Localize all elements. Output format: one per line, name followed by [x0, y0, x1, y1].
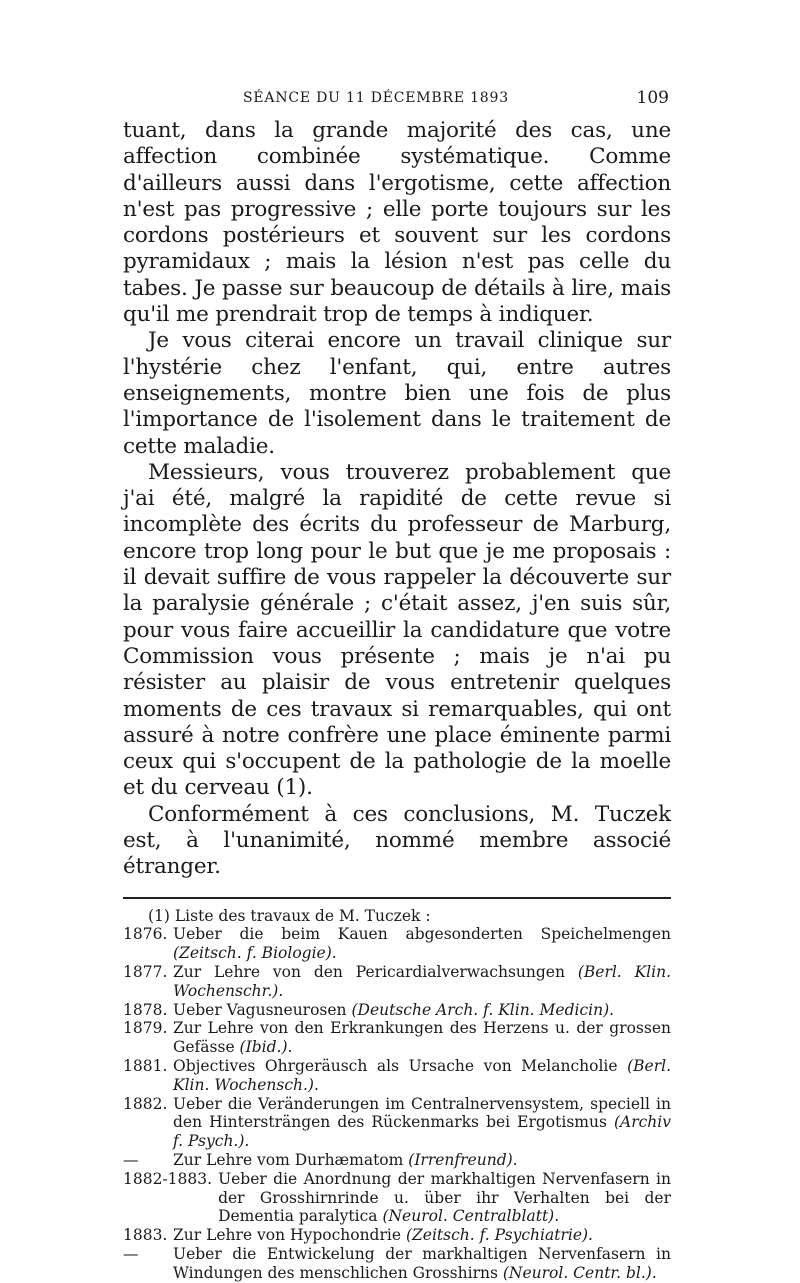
publication-entry [123, 1095, 671, 1151]
publication-year: — [123, 1150, 139, 1169]
paragraph-messieurs: Messieurs, vous trouverez probablement que j'ai été, malgré la rapidité de cette revue si incomplète des écrits du professeur de Marburg, encore trop long pour le but que je me proposais : il devait suffire de vous rappeler la découverte sur la paralysie générale ; c'était assez, j'en suis sûr, pour vous faire accueillir la candidature que votre Commission vous présente ; mais je n'ai pu résister au plaisir de vous entretenir quelques moments de ces travaux si remarquables, qui ont assuré à notre confrère une place éminente parmi ceux qui s'occupent de la pathologie de la moelle et du cerveau (1). [123, 459, 671, 801]
footnote-rule [123, 897, 671, 899]
publication-source: (Deutsche Arch. f. Klin. Medicin). [351, 1000, 615, 1019]
publication-text [173, 963, 671, 1001]
publication-entry [123, 1057, 671, 1095]
publication-title: Zur Lehre vom Durhæmatom [173, 1150, 409, 1169]
publication-source: (Neurol. Centralblatt). [382, 1207, 560, 1226]
publication-entry [123, 925, 671, 963]
publication-text [173, 1057, 671, 1095]
publication-entry [123, 1226, 671, 1245]
publication-title: Zur Lehre von Hypochondrie [173, 1226, 406, 1245]
publication-entry [123, 963, 671, 1001]
publication-year: 1882-1883. [123, 1169, 213, 1188]
publication-entry [123, 1019, 671, 1057]
publication-source: (Zeitsch. f. Psychiatrie). [405, 1226, 593, 1245]
page-number: 109 [636, 88, 669, 108]
publication-year: 1876. [123, 925, 168, 944]
publication-title: Ueber die Anordnung der markhaltigen Nervenfasern in der Grosshirnrinde u. über ihr Verhalten bei der Dementia paralytica [218, 1169, 671, 1226]
book-page [123, 88, 671, 1283]
body-text [123, 118, 671, 881]
running-head: SÉANCE DU 11 DÉCEMBRE 1893 [243, 90, 509, 106]
publication-text [173, 1019, 671, 1057]
publication-text [173, 1151, 671, 1170]
page-header [123, 88, 671, 118]
publication-source: (Neurol. Centr. bl.). [502, 1263, 657, 1282]
publication-text [218, 1170, 671, 1226]
publication-title: Ueber Vagusneurosen [173, 1000, 352, 1019]
publication-title: Ueber die Veränderungen im Centralnervensystem, speciell in den Hintersträngen des Rückenmarks bei Ergotismus [173, 1094, 671, 1132]
paragraph-continuation: tuant, dans la grande majorité des cas, une affection combinée systématique. Comme d'ailleurs aussi dans l'ergotisme, cette affection n'est pas progressive ; elle porte toujours sur les cordons postérieurs et souvent sur les cordons pyramidaux ; mais la lésion n'est pas celle du tabes. Je passe sur beaucoup de détails à lire, mais qu'il me prendrait trop de temps à indiquer. [123, 118, 671, 328]
publication-text [173, 1226, 671, 1245]
publication-title: Zur Lehre von den Pericardialverwachsungen [173, 963, 578, 981]
publication-source: (Berl. Klin. Wochenschr.). [173, 963, 671, 1000]
publication-source: (Ibid.). [239, 1038, 293, 1057]
publication-text [173, 1245, 671, 1283]
publication-year: 1879. [123, 1019, 168, 1038]
publication-year: 1877. [123, 963, 168, 981]
publication-entry [123, 1151, 671, 1170]
publication-entry [123, 1170, 671, 1226]
publication-source: (Irrenfreund). [408, 1150, 518, 1169]
publication-entry [123, 1245, 671, 1283]
publication-title: Ueber die Entwickelung der markhaltigen Nervenfasern in Windungen des menschlichen Grosshirns [173, 1244, 671, 1282]
publication-year: 1883. [123, 1226, 168, 1245]
footnote [123, 907, 671, 1283]
publication-text [173, 1001, 671, 1020]
publication-year: 1878. [123, 1000, 168, 1019]
publication-year: — [123, 1244, 139, 1263]
publication-title: Ueber die beim Kauen abgesonderten Speichelmengen [173, 925, 671, 944]
publication-source: (Berl. Klin. Wochensch.). [173, 1056, 671, 1094]
publication-year: 1882. [123, 1094, 168, 1113]
publication-title: Objectives Ohrgeräusch als Ursache von Melancholie [173, 1056, 628, 1075]
publication-source: (Zeitsch. f. Biologie). [173, 944, 337, 963]
publication-title: Zur Lehre von den Erkrankungen des Herzens u. der grossen Gefässe [173, 1019, 671, 1057]
publication-source: (Archiv f. Psych.). [173, 1113, 671, 1151]
paragraph-hysteria: Je vous citerai encore un travail clinique sur l'hystérie chez l'enfant, qui, entre autres enseignements, montre bien une fois de plus l'importance de l'isolement dans le traitement de cette maladie. [123, 328, 671, 459]
paragraph-conclusion: Conformément à ces conclusions, M. Tuczek est, à l'unanimité, nommé membre associé étranger. [123, 801, 671, 880]
publication-year: 1881. [123, 1056, 168, 1075]
publication-text [173, 925, 671, 963]
publication-entry [123, 1001, 671, 1020]
publication-text [173, 1095, 671, 1151]
footnote-heading: (1) Liste des travaux de M. Tuczek : [148, 906, 431, 925]
publication-list [123, 925, 671, 1282]
